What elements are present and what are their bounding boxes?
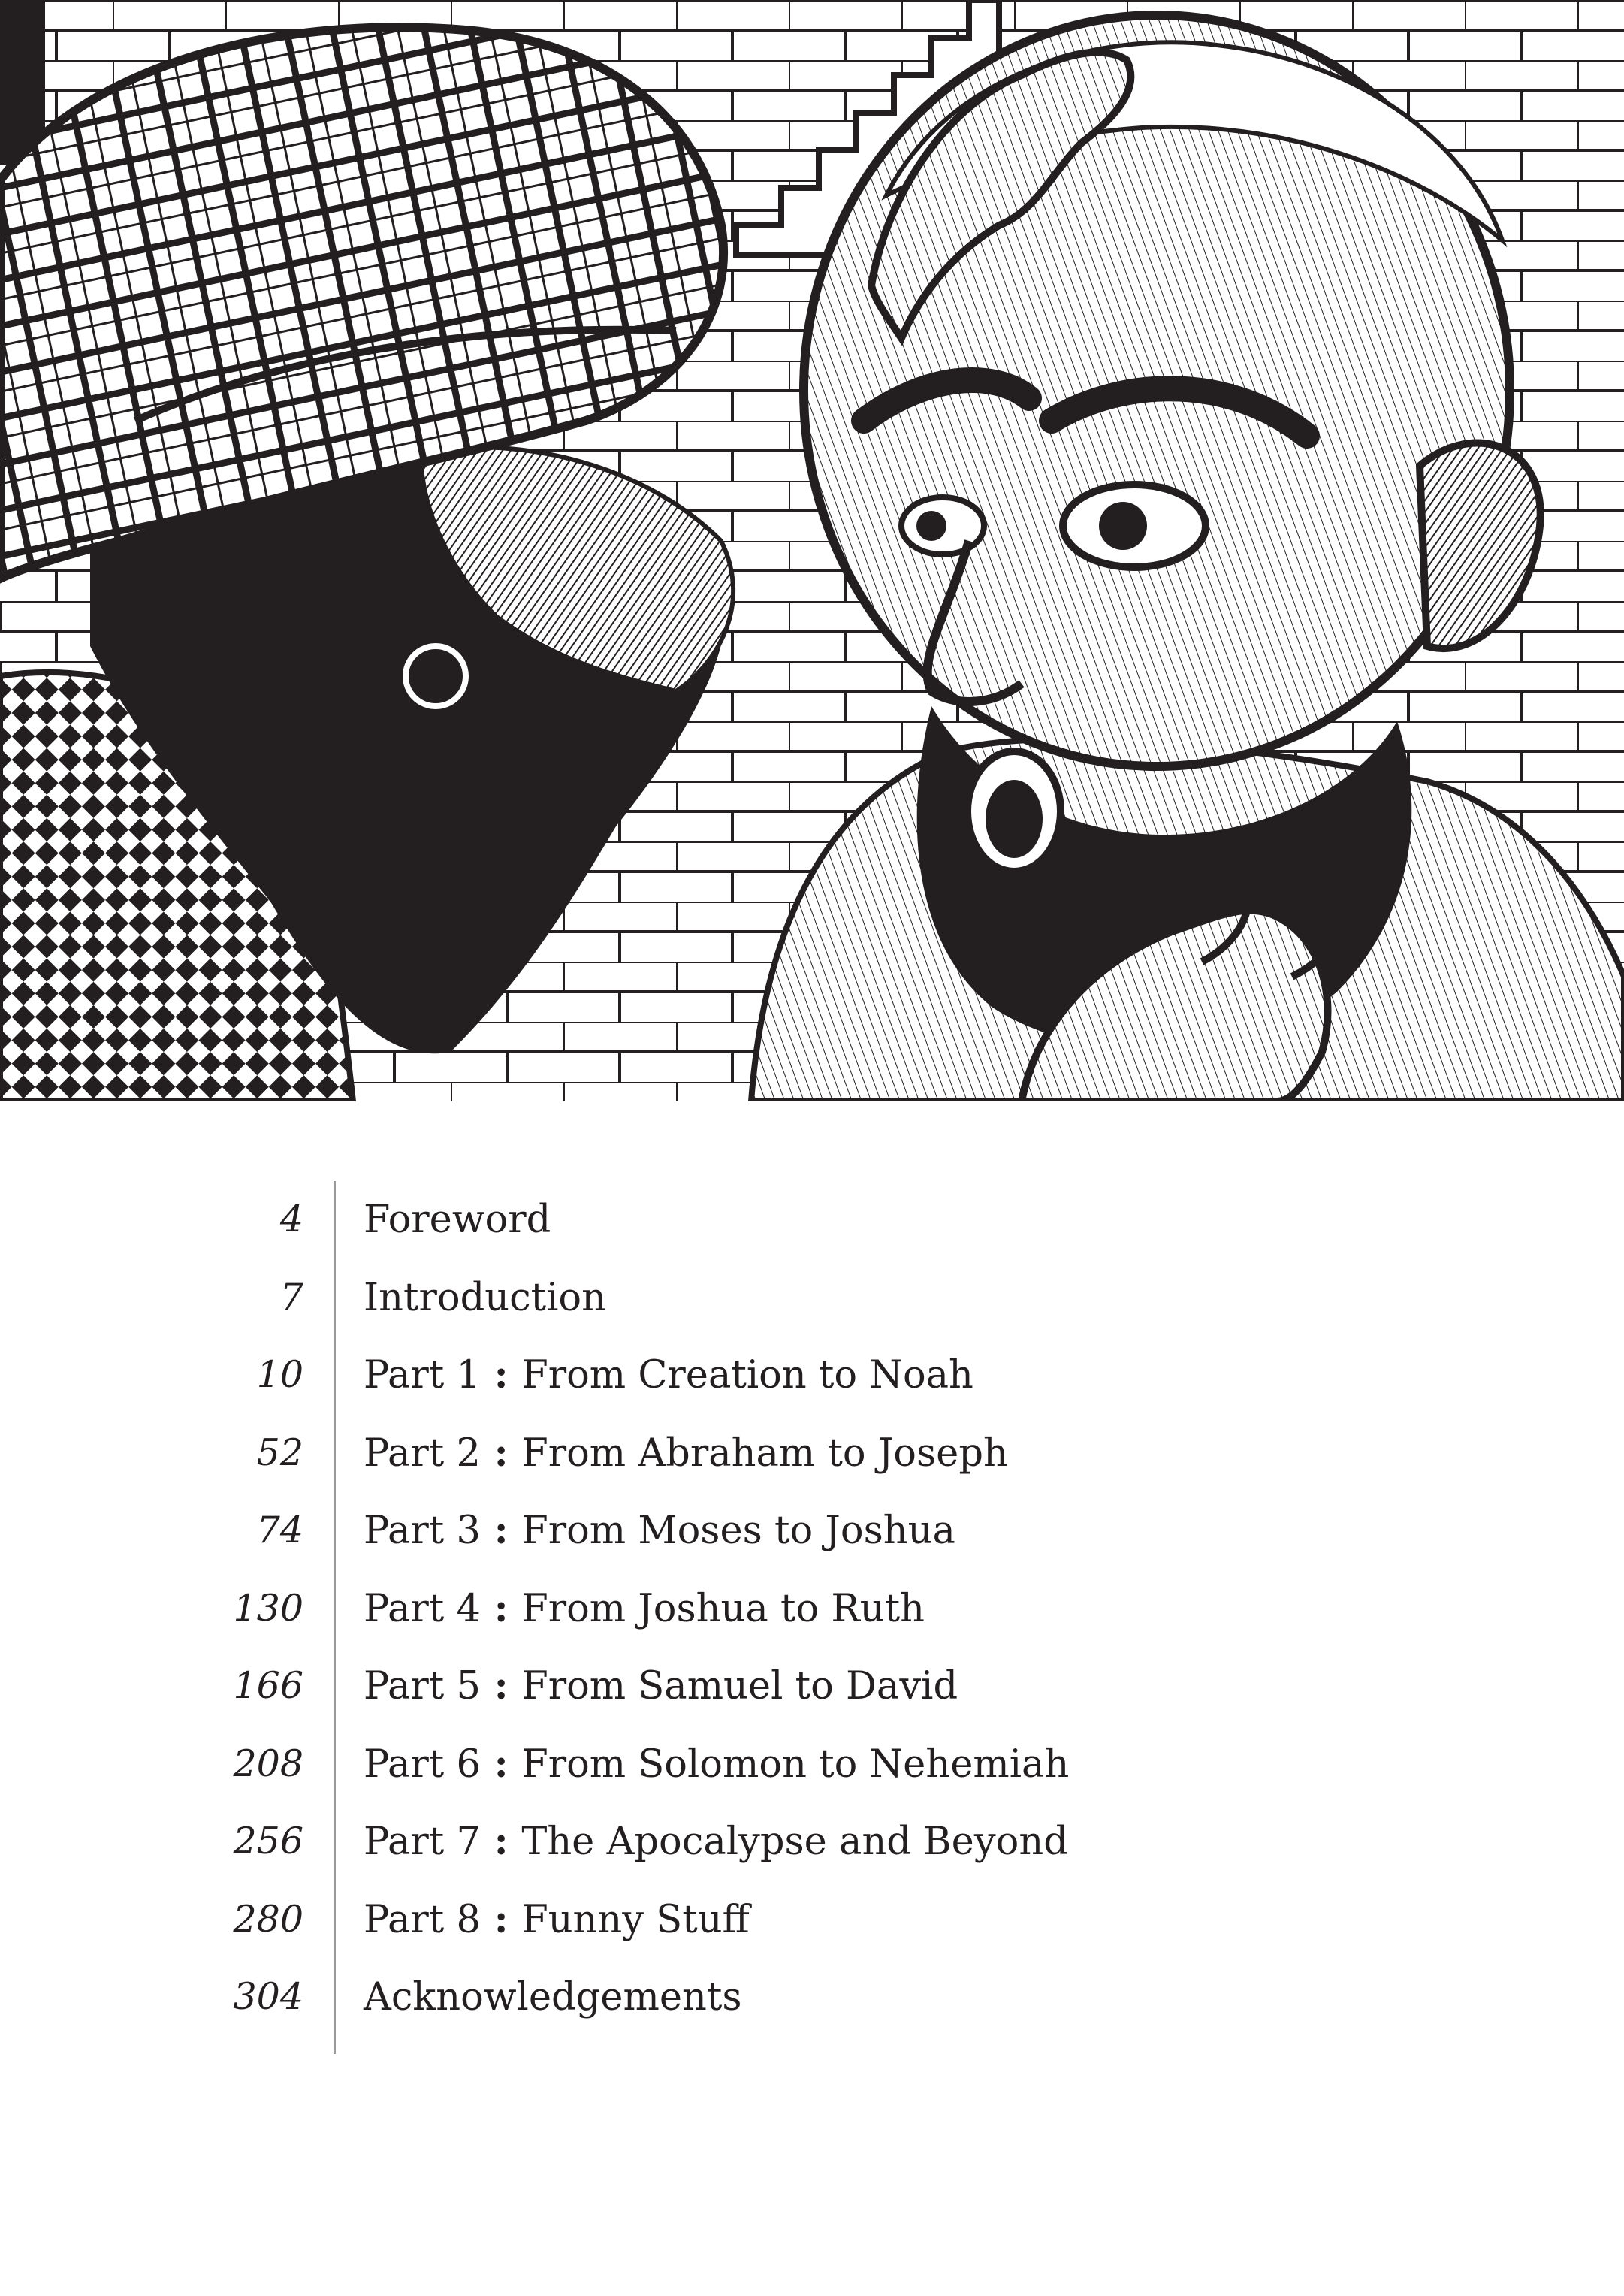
toc-part-number: Part 5 xyxy=(364,1664,481,1708)
toc-separator: : xyxy=(480,1352,522,1397)
toc-part-number: Part 3 xyxy=(364,1509,481,1553)
toc-separator: : xyxy=(480,1819,522,1864)
toc-page-number: 52 xyxy=(256,1430,303,1474)
toc-part-number: Part 6 xyxy=(364,1742,481,1787)
toc-title: From Moses to Joshua xyxy=(521,1509,955,1553)
toc-entry-label xyxy=(364,1739,1069,1790)
toc-entry[interactable] xyxy=(0,1726,1624,1804)
toc-entry-label xyxy=(364,1273,606,1323)
toc-part-number: Part 1 xyxy=(364,1353,481,1397)
toc-title: Acknowledgements xyxy=(364,1975,742,2020)
toc-title: From Creation to Noah xyxy=(521,1353,973,1397)
toc-page-number: 130 xyxy=(233,1586,303,1630)
toc-entry[interactable] xyxy=(0,1959,1624,2037)
toc-entry-label xyxy=(364,1895,750,1945)
toc-part-number: Part 2 xyxy=(364,1430,481,1476)
toc-entry-label xyxy=(364,1506,955,1556)
toc-title: The Apocalypse and Beyond xyxy=(521,1820,1068,1864)
toc-title: From Abraham to Joseph xyxy=(521,1430,1008,1476)
toc-entry[interactable] xyxy=(0,1181,1624,1259)
toc-title: Introduction xyxy=(364,1275,606,1320)
toc-title: From Samuel to David xyxy=(521,1664,958,1708)
toc-entry[interactable] xyxy=(0,1337,1624,1415)
toc-separator: : xyxy=(480,1508,522,1553)
toc-entry[interactable] xyxy=(0,1803,1624,1881)
toc-separator: : xyxy=(480,1585,522,1631)
table-of-contents xyxy=(0,1181,1624,2054)
toc-page-number: 74 xyxy=(256,1509,303,1551)
toc-page-number: 256 xyxy=(233,1820,303,1862)
toc-page-number: 166 xyxy=(233,1664,303,1707)
toc-entry[interactable] xyxy=(0,1492,1624,1570)
toc-entry-label xyxy=(364,1195,551,1245)
toc-page-number: 280 xyxy=(233,1897,303,1941)
toc-entry[interactable] xyxy=(0,1570,1624,1648)
toc-entry[interactable] xyxy=(0,1648,1624,1726)
toc-entry[interactable] xyxy=(0,1415,1624,1493)
toc-entry-label xyxy=(364,1972,742,2023)
toc-title: From Joshua to Ruth xyxy=(521,1586,925,1631)
toc-page-number: 304 xyxy=(233,1975,303,2018)
toc-part-number: Part 8 xyxy=(364,1897,481,1942)
toc-part-number: Part 4 xyxy=(364,1586,481,1631)
toc-page-number: 7 xyxy=(279,1275,303,1319)
toc-title: Foreword xyxy=(364,1198,551,1242)
woodcut-illustration xyxy=(0,0,1624,1101)
toc-separator: : xyxy=(480,1430,522,1476)
toc-separator: : xyxy=(480,1741,522,1787)
toc-entry-label xyxy=(364,1584,925,1634)
toc-page-number: 4 xyxy=(279,1198,303,1240)
toc-separator: : xyxy=(480,1663,522,1708)
toc-part-number: Part 7 xyxy=(364,1820,481,1864)
toc-entry-label xyxy=(364,1350,973,1400)
toc-page-number: 208 xyxy=(233,1742,303,1785)
toc-entry[interactable] xyxy=(0,1259,1624,1337)
toc-entry-label xyxy=(364,1817,1068,1867)
toc-entry-label xyxy=(364,1661,958,1711)
toc-title: From Solomon to Nehemiah xyxy=(521,1742,1070,1787)
toc-page-number: 10 xyxy=(256,1353,303,1396)
toc-title: Funny Stuff xyxy=(521,1897,750,1942)
toc-entry[interactable] xyxy=(0,1881,1624,1959)
toc-entry-label xyxy=(364,1428,1008,1479)
toc-separator: : xyxy=(480,1896,522,1942)
